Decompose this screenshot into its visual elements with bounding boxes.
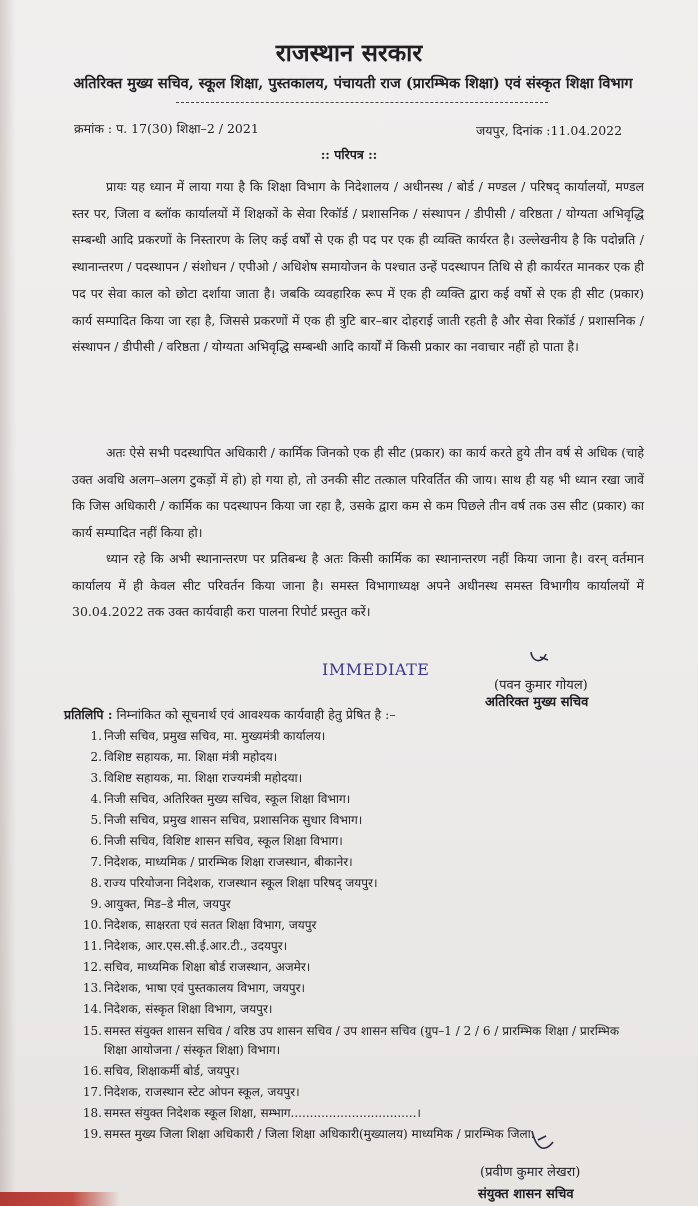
copy-to-item	[80, 999, 670, 1020]
copy-to-item-text: निजी सचिव, प्रमुख शासन सचिव, प्रशासनिक सुधार विभाग।	[104, 813, 363, 827]
copy-to-item-number: 19.	[82, 1127, 102, 1141]
copy-to-item-text: निदेशक, संस्कृत शिक्षा विभाग, जयपुर।	[104, 1002, 273, 1016]
copy-to-item	[80, 1103, 670, 1124]
copy-to-item	[80, 957, 670, 978]
department-heading: अतिरिक्त मुख्य सचिव, स्कूल शिक्षा, पुस्तकालय, पंचायती राज (प्रारम्भिक शिक्षा) एवं संस्कृत शिक्षा विभाग	[73, 75, 633, 92]
copy-to-item-text: निजी सचिव, विशिष्ट शासन सचिव, स्कूल शिक्षा विभाग।	[104, 834, 343, 848]
copy-to-item-text: विशिष्ट सहायक, मा. शिक्षा मंत्री महोदय।	[104, 750, 278, 764]
signature-mark-icon	[528, 648, 550, 670]
immediate-stamp: IMMEDIATE	[322, 660, 430, 679]
copy-to-item-text: समस्त संयुक्त निदेशक स्कूल शिक्षा, सम्भाग.................................।	[104, 1106, 421, 1120]
place-date: जयपुर, दिनांक :11.04.2022	[476, 123, 623, 138]
copy-to-item-text: निदेशक, राजस्थान स्टेट ओपन स्कूल, जयपुर।	[104, 1085, 300, 1099]
copy-to-item	[80, 852, 670, 873]
copy-to-item-number: 9.	[90, 897, 102, 911]
signature-mark-icon	[528, 1128, 556, 1154]
copy-to-item-text: समस्त मुख्य जिला शिक्षा अधिकारी / जिला शिक्षा अधिकारी(मुख्यालय) माध्यमिक / प्रारम्भिक जिला.	[104, 1127, 535, 1141]
copy-to-item	[80, 1082, 670, 1103]
copy-to-item	[80, 810, 670, 831]
copy-to-item-number: 7.	[90, 855, 102, 869]
copy-to-item-text: निदेशक, भाषा एवं पुस्तकालय विभाग, जयपुर।	[104, 981, 306, 995]
copy-to-item-number: 1.	[90, 729, 102, 743]
copy-to-item-number: 11.	[82, 939, 102, 953]
body-paragraph-1: प्रायः यह ध्यान में लाया गया है कि शिक्षा विभाग के निदेशालय / अधीनस्थ / बोर्ड / मण्डल / परिषद् कार्यालयों, मण्डल स्तर पर, जिला व ब्लॉक कार्यालयों में शिक्षकों के सेवा रिकॉर्ड / प्रशासनिक / संस्थापन / डीपीसी / वरिष्ठता / योग्यता अभिवृद्धि सम्बन्धी आदि प्रकरणों के निस्तारण के लिए कई वर्षों से एक ही पद पर एक ही व्यक्ति कार्यरत है। उल्लेखनीय है कि पदोन्नति / स्थानान्तरण / पदस्थापन / संशोधन / एपीओ / अधिशेष समायोजन के पश्चात उन्हें पदस्थापन तिथि से ही कार्यरत मानकर एक ही पद पर सेवा काल को छोटा दर्शाया जाता है। जबकि व्यवहारिक रूप में एक ही व्यक्ति द्वारा कई वर्षो से एक ही सीट (प्रकार) कार्य सम्पादित किया जा रहा है, जिससे प्रकरणों में एक ही त्रुटि बार–बार दोहराई जाती रहती है और सेवा रिकॉर्ड / प्रशासनिक / संस्थापन / डीपीसी / वरिष्ठता / योग्यता अभिवृद्धि सम्बन्धी आदि कार्यों में किसी प्रकार का नवाचार नहीं हो पाता है।	[72, 179, 644, 355]
signatory-1-name: (पवन कुमार गोयल)	[494, 678, 588, 693]
copy-to-item-text: सचिव, शिक्षाकर्मी बोर्ड, जयपुर।	[104, 1064, 240, 1078]
copy-to-item-text: निदेशक, माध्यमिक / प्रारम्भिक शिक्षा राजस्थान, बीकानेर।	[104, 855, 353, 869]
copy-to-item-number: 18.	[82, 1106, 102, 1120]
copy-to-item-number: 13.	[82, 981, 102, 995]
body-paragraph-3: ध्यान रहे कि अभी स्थानान्तरण पर प्रतिबन्ध है अतः किसी कार्मिक का स्थानान्तरण नहीं किया जाना है। वरन् वर्तमान कार्यालय में ही केवल सीट परिवर्तन किया जाना है। समस्त विभागाध्यक्ष अपने अधीनस्थ समस्त विभागीय कार्यालयों में 30.04.2022 तक उक्त कार्यवाही करा पालना रिपोर्ट प्रस्तुत करें।	[72, 551, 644, 619]
copy-to-item	[80, 1124, 670, 1145]
copy-to-item-number: 15.	[82, 1024, 102, 1038]
signatory-2-title: संयुक्त शासन सचिव	[478, 1187, 574, 1202]
copy-to-item-text: विशिष्ट सहायक, मा. शिक्षा राज्यमंत्री महोदया।	[104, 771, 303, 785]
copy-to-item-number: 6.	[90, 834, 102, 848]
header-divider	[176, 102, 548, 103]
copy-to-item	[80, 768, 670, 789]
copy-to-item	[80, 789, 670, 810]
body-paragraph-2: अतः ऐसे सभी पदस्थापित अधिकारी / कार्मिक जिनको एक ही सीट (प्रकार) का कार्य करते हुये तीन वर्ष से अधिक (चाहे उक्त अवधि अलग–अलग टुकड़ों में हो) हो गया हो, तो उनकी सीट तत्काल परिवर्तित की जाय। साथ ही यह भी ध्यान रखा जावें कि जिस अधिकारी / कार्मिक का पदस्थापन किया जा रहा है, उसके द्वारा कम से कम पिछले तीन वर्ष तक उस सीट (प्रकार) का कार्य सम्पादित नहीं किया हो।	[72, 445, 644, 540]
signatory-1-title: अतिरिक्त मुख्य सचिव	[485, 695, 589, 710]
copy-to-item-number: 4.	[90, 792, 102, 806]
copy-to-item	[80, 915, 670, 936]
copy-to-intro: निम्नांकित को सूचनार्थ एवं आवश्यक कार्यवाही हेतु प्रेषित है :–	[116, 707, 396, 722]
copy-to-item-text: आयुक्त, मिड–डे मील, जयपुर	[104, 897, 231, 911]
copy-to-item	[80, 747, 670, 768]
copy-to-list	[80, 726, 670, 1145]
reference-number: क्रमांक : प. 17(30) शिक्षा–2 / 2021	[74, 121, 259, 136]
document-type: :: परिपत्र ::	[320, 147, 378, 162]
copy-to-item	[80, 894, 670, 915]
copy-to-item-text: सचिव, माध्यमिक शिक्षा बोर्ड राजस्थान, अजमेर।	[104, 960, 311, 974]
copy-to-item	[80, 831, 670, 852]
copy-to-item-text: निजी सचिव, अतिरिक्त मुख्य सचिव, स्कूल शिक्षा विभाग।	[104, 792, 351, 806]
bottom-edge-strip	[0, 1192, 120, 1206]
page-edge-shadow	[0, 0, 16, 1206]
copy-to-item-number: 10.	[82, 918, 102, 932]
copy-to-heading	[64, 706, 396, 723]
copy-to-item	[80, 726, 670, 747]
copy-to-item-number: 17.	[82, 1085, 102, 1099]
copy-to-item	[80, 936, 670, 957]
copy-to-label: प्रतिलिपि :	[64, 707, 113, 722]
copy-to-item-number: 3.	[90, 771, 102, 785]
copy-to-item-number: 14.	[82, 1002, 102, 1016]
copy-to-item	[80, 873, 670, 894]
copy-to-item-number: 8.	[90, 876, 102, 890]
copy-to-item	[80, 1061, 670, 1082]
copy-to-item-text: निदेशक, आर.एस.सी.ई.आर.टी., उदयपुर।	[104, 939, 288, 953]
copy-to-item-number: 2.	[90, 750, 102, 764]
government-title: राजस्थान सरकार	[275, 38, 423, 67]
copy-to-item-text: समस्त संयुक्त शासन सचिव / वरिष्ठ उप शासन सचिव / उप शासन सचिव (ग्रुप–1 / 2 / 6 / प्रारम्भिक शिक्षा / प्रारम्भिक शिक्षा आयोजना / संस्कृत शिक्षा) विभाग।	[104, 1024, 620, 1057]
copy-to-item-text: राज्य परियोजना निदेशक, राजस्थान स्कूल शिक्षा परिषद् जयपुर।	[104, 876, 378, 890]
copy-to-item	[80, 978, 670, 999]
signatory-2-name: (प्रवीण कुमार लेखरा)	[480, 1165, 581, 1180]
copy-to-item	[80, 1020, 624, 1061]
copy-to-item-text: निजी सचिव, प्रमुख सचिव, मा. मुख्यमंत्री कार्यालय।	[104, 729, 326, 743]
copy-to-item-text: निदेशक, साक्षरता एवं सतत शिक्षा विभाग, जयपुर	[104, 918, 317, 932]
copy-to-item-number: 5.	[90, 813, 102, 827]
copy-to-item-number: 16.	[82, 1064, 102, 1078]
copy-to-item-number: 12.	[82, 960, 102, 974]
